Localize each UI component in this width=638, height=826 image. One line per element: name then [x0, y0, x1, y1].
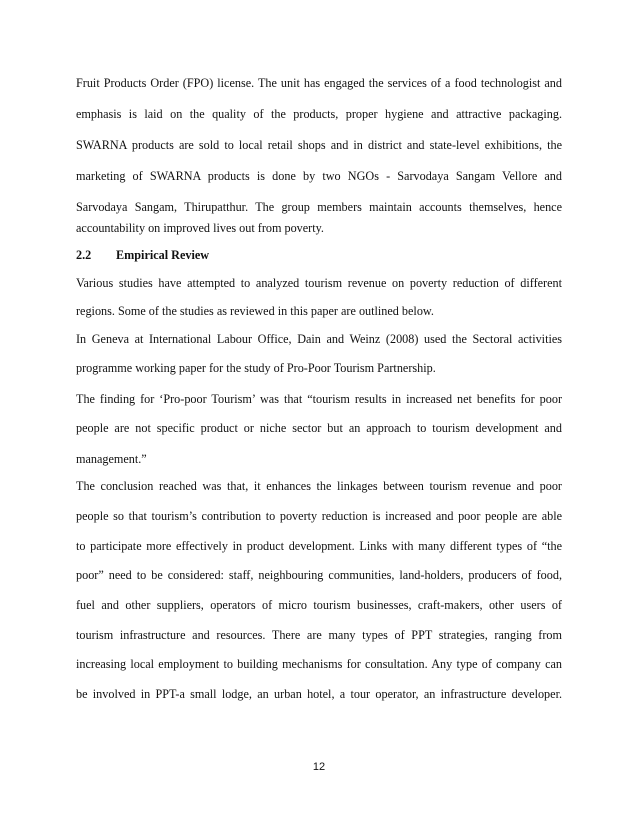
text-line: Sarvodaya Sangam, Thirupatthur. The group members maintain accounts themselves, hence: [76, 200, 562, 214]
text-line: SWARNA products are sold to local retail shops and in district and state-level exhibitions, the: [76, 138, 562, 152]
text-line: tourism infrastructure and resources. There are many types of PPT strategies, ranging from: [76, 628, 562, 642]
text-line: people are not specific product or niche sector but an approach to tourism development and: [76, 421, 562, 435]
text-line: emphasis is laid on the quality of the products, proper hygiene and attractive packaging.: [76, 107, 562, 121]
text-line: Fruit Products Order (FPO) license. The unit has engaged the services of a food technologist and: [76, 76, 562, 90]
text-line: fuel and other suppliers, operators of micro tourism businesses, craft-makers, other users of: [76, 598, 562, 612]
text-line: accountability on improved lives out from poverty.: [76, 221, 324, 235]
text-line: be involved in PPT-a small lodge, an urban hotel, a tour operator, an infrastructure developer.: [76, 687, 562, 701]
text-line: poor” need to be considered: staff, neighbouring communities, land-holders, producers of food,: [76, 568, 562, 582]
text-line: to participate more effectively in product development. Links with many different types of “the: [76, 539, 562, 553]
page-number: 12: [312, 761, 326, 773]
section-heading: [76, 247, 209, 263]
text-line: In Geneva at International Labour Office, Dain and Weinz (2008) used the Sectoral activities: [76, 332, 562, 346]
text-line: increasing local employment to building mechanisms for consultation. Any type of company can: [76, 657, 562, 671]
text-line: The conclusion reached was that, it enhances the linkages between tourism revenue and poor: [76, 479, 562, 493]
text-line: management.”: [76, 452, 147, 466]
section-number: 2.2: [76, 248, 92, 262]
text-line: The finding for ‘Pro-poor Tourism’ was that “tourism results in increased net benefits for poor: [76, 392, 562, 406]
text-line: Various studies have attempted to analyzed tourism revenue on poverty reduction of different: [76, 276, 562, 290]
text-line: programme working paper for the study of Pro-Poor Tourism Partnership.: [76, 361, 436, 375]
text-line: marketing of SWARNA products is done by two NGOs - Sarvodaya Sangam Vellore and: [76, 169, 562, 183]
text-line: regions. Some of the studies as reviewed in this paper are outlined below.: [76, 304, 434, 318]
text-line: people so that tourism’s contribution to poverty reduction is increased and poor people are able: [76, 509, 562, 523]
section-title: Empirical Review: [116, 248, 210, 262]
